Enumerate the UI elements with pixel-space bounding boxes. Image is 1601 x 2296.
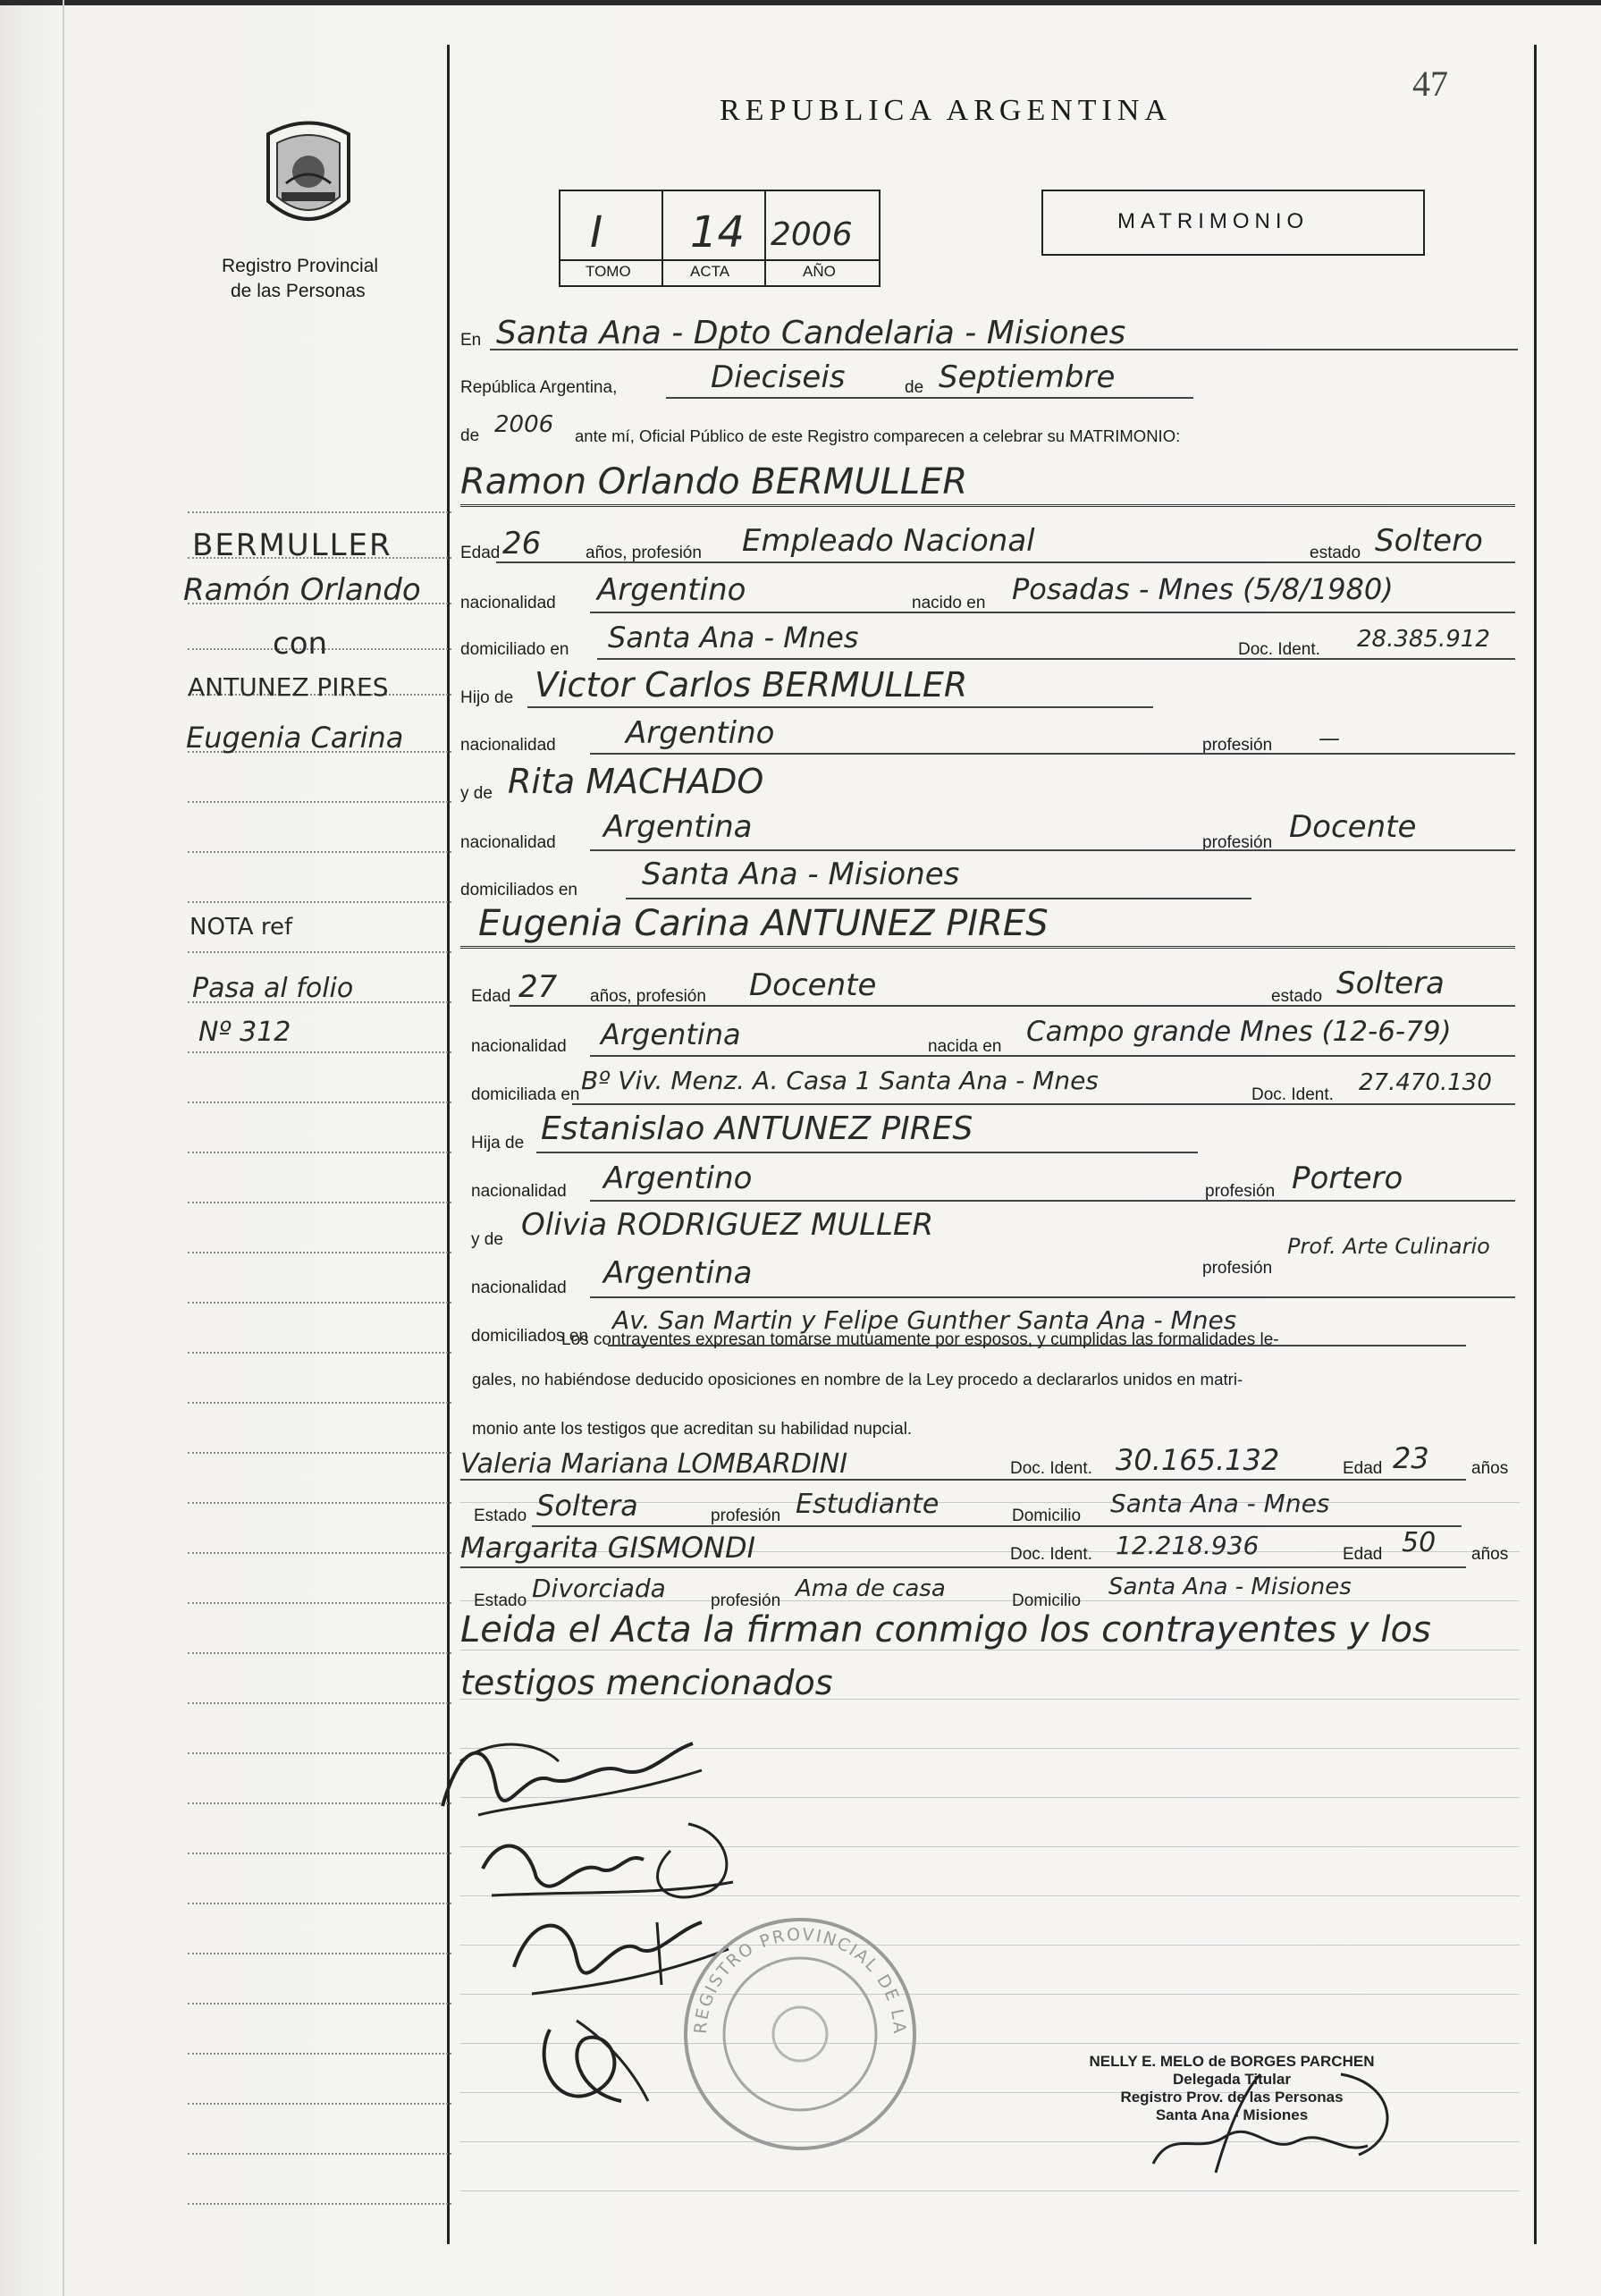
bride-nacionalidad-label: nacionalidad bbox=[471, 1037, 567, 1056]
page-number: 47 bbox=[1412, 63, 1448, 104]
provincial-seal bbox=[259, 116, 358, 237]
groom-estado-value: Soltero bbox=[1375, 523, 1483, 559]
en-underline bbox=[490, 349, 1518, 350]
groom-doc-value: 28.385.912 bbox=[1357, 626, 1490, 653]
margin-dotted-line bbox=[188, 1502, 451, 1504]
witness2-doc-value: 12.218.936 bbox=[1116, 1531, 1260, 1560]
margin-dotted-line bbox=[188, 851, 451, 853]
margin-folio-number: Nº 312 bbox=[198, 1017, 291, 1048]
witness1-underline bbox=[460, 1479, 1466, 1481]
date-underline bbox=[666, 397, 1193, 399]
groom-edad-value: 26 bbox=[502, 526, 542, 561]
groom-hijo-label: Hijo de bbox=[460, 688, 514, 707]
ano-label: AÑO bbox=[803, 263, 836, 280]
republica-label: República Argentina, bbox=[460, 378, 618, 397]
bride-mother-prof-value: Prof. Arte Culinario bbox=[1287, 1234, 1490, 1259]
witness2-estado-value: Divorciada bbox=[532, 1574, 666, 1603]
margin-dotted-line bbox=[188, 1252, 451, 1254]
margin-dotted-line bbox=[188, 901, 451, 903]
groom-father-nac-underline bbox=[590, 753, 1515, 755]
right-margin-rule bbox=[1534, 45, 1537, 2244]
witness1-anos-label: años bbox=[1471, 1459, 1509, 1478]
bride-parents-dom-label: domiciliados en bbox=[471, 1327, 588, 1346]
declaration-line-2: gales, no habiéndose deducido oposiciones en nombre de la Ley procedo a declararlos unidos en matri- bbox=[472, 1370, 1243, 1389]
margin-dotted-line bbox=[188, 1152, 451, 1153]
margin-dotted-line bbox=[188, 1702, 451, 1704]
groom-father-underline bbox=[527, 706, 1153, 708]
registry-name-line2: de las Personas bbox=[231, 281, 366, 301]
bride-father-underline bbox=[536, 1152, 1198, 1153]
official-stamp-location: Santa Ana - Misiones bbox=[1155, 2106, 1309, 2123]
ruled-line bbox=[460, 2190, 1520, 2191]
groom-profesion-value: Empleado Nacional bbox=[742, 523, 1035, 559]
left-margin-rule bbox=[447, 45, 450, 2244]
margin-dotted-line bbox=[188, 1903, 451, 1904]
groom-yde-label: y de bbox=[460, 784, 493, 803]
groom-father-nac-value: Argentino bbox=[626, 715, 775, 751]
en-place-value: Santa Ana - Dpto Candelaria - Misiones bbox=[496, 315, 1126, 351]
groom-parents-dom-value: Santa Ana - Misiones bbox=[642, 857, 960, 892]
witness2-dom-value: Santa Ana - Misiones bbox=[1108, 1574, 1352, 1600]
margin-dotted-line bbox=[188, 2053, 451, 2055]
margin-given-1: Ramón Orlando bbox=[183, 572, 421, 608]
bride-mother-name: Olivia RODRIGUEZ MULLER bbox=[521, 1207, 934, 1243]
witness2-prof-value: Ama de casa bbox=[796, 1575, 946, 1602]
groom-father-name: Victor Carlos BERMULLER bbox=[535, 665, 968, 705]
groom-nacido-value: Posadas - Mnes (5/8/1980) bbox=[1012, 572, 1394, 606]
groom-nacido-label: nacido en bbox=[912, 594, 986, 612]
margin-given-2: Eugenia Carina bbox=[186, 721, 404, 755]
official-stamp-registry: Registro Prov. de las Personas bbox=[1120, 2089, 1344, 2106]
groom-doc-label: Doc. Ident. bbox=[1238, 640, 1320, 659]
declaration-line-3: monio ante los testigos que acreditan su habilidad nupcial. bbox=[472, 1420, 913, 1439]
witness1-name: Valeria Mariana LOMBARDINI bbox=[460, 1448, 848, 1480]
margin-dotted-line bbox=[188, 1102, 451, 1103]
binding-edge bbox=[63, 0, 64, 2296]
groom-edad-underline bbox=[496, 561, 1515, 563]
bride-nacionalidad-underline bbox=[590, 1055, 1515, 1057]
groom-parents-dom-label: domiciliados en bbox=[460, 881, 577, 899]
groom-mother-nac-underline bbox=[590, 849, 1515, 851]
witness2-signature bbox=[523, 1994, 702, 2119]
month-value: Septiembre bbox=[939, 359, 1116, 395]
margin-dotted-line bbox=[188, 951, 451, 953]
bride-father-nac-label: nacionalidad bbox=[471, 1182, 567, 1201]
groom-mother-nac-label: nacionalidad bbox=[460, 833, 556, 852]
bride-anos-profesion-label: años, profesión bbox=[590, 987, 706, 1006]
witness2-underline bbox=[460, 1566, 1466, 1568]
margin-nota-ref: NOTA ref bbox=[190, 914, 293, 941]
margin-dotted-line bbox=[188, 1051, 451, 1053]
bride-nacida-value: Campo grande Mnes (12-6-79) bbox=[1026, 1016, 1452, 1048]
bride-estado-value: Soltera bbox=[1336, 966, 1445, 1001]
margin-surname-1: BERMULLER bbox=[192, 528, 392, 563]
groom-mother-nac-value: Argentina bbox=[603, 809, 753, 845]
bride-father-nac-underline bbox=[590, 1200, 1515, 1202]
official-stamp-role: Delegada Titular bbox=[1173, 2071, 1291, 2088]
official-stamp-name: NELLY E. MELO de BORGES PARCHEN bbox=[1089, 2053, 1375, 2070]
witness2-edad-value: 50 bbox=[1402, 1527, 1437, 1558]
groom-nacionalidad-underline bbox=[590, 612, 1515, 613]
record-box-divider-2 bbox=[764, 190, 766, 285]
bride-domiciliada-label: domiciliada en bbox=[471, 1085, 580, 1104]
groom-father-prof-value: — bbox=[1319, 726, 1340, 751]
margin-dotted-line bbox=[188, 2153, 451, 2155]
bride-father-prof-label: profesión bbox=[1205, 1182, 1276, 1201]
groom-nacionalidad-value: Argentino bbox=[597, 572, 746, 608]
witness2-dom-label: Domicilio bbox=[1012, 1591, 1082, 1610]
groom-domiciliado-value: Santa Ana - Mnes bbox=[608, 620, 859, 654]
witness1-edad-label: Edad bbox=[1343, 1459, 1383, 1478]
registry-round-stamp bbox=[679, 1913, 921, 2155]
witness2-name: Margarita GISMONDI bbox=[460, 1531, 756, 1565]
groom-anos-profesion-label: años, profesión bbox=[586, 544, 702, 562]
bride-edad-value: 27 bbox=[518, 969, 558, 1005]
witness1-estado-underline bbox=[532, 1525, 1462, 1527]
margin-dotted-line bbox=[188, 801, 451, 803]
groom-father-prof-label: profesión bbox=[1202, 736, 1273, 755]
bride-domicilio-underline bbox=[572, 1103, 1515, 1105]
year-value: 2006 bbox=[494, 411, 554, 438]
margin-dotted-line bbox=[188, 511, 451, 513]
witness1-doc-value: 30.165.132 bbox=[1116, 1443, 1280, 1477]
witness2-doc-label: Doc. Ident. bbox=[1010, 1545, 1092, 1564]
bride-edad-label: Edad bbox=[471, 987, 511, 1006]
bride-mother-nac-label: nacionalidad bbox=[471, 1279, 567, 1297]
de-label: de bbox=[905, 378, 924, 397]
record-box-label-rule bbox=[559, 259, 879, 261]
groom-name: Ramon Orlando BERMULLER bbox=[460, 461, 968, 502]
margin-dotted-line bbox=[188, 1452, 451, 1454]
witness1-estado-value: Soltera bbox=[536, 1489, 638, 1523]
witness1-estado-label: Estado bbox=[474, 1507, 527, 1525]
margin-dotted-line bbox=[188, 1853, 451, 1854]
bride-name: Eugenia Carina ANTUNEZ PIRES bbox=[478, 903, 1049, 944]
acta-value: 14 bbox=[690, 207, 746, 257]
bride-profesion-value: Docente bbox=[749, 967, 877, 1003]
closing-line-1: Leida el Acta la firman conmigo los contrayentes y los bbox=[460, 1609, 1431, 1650]
bride-estado-label: estado bbox=[1271, 987, 1323, 1006]
bride-parents-dom-value: Av. San Martin y Felipe Gunther Santa Ana - Mnes bbox=[612, 1305, 1237, 1335]
tomo-value: I bbox=[590, 207, 603, 257]
acta-label: ACTA bbox=[690, 263, 730, 280]
witness2-edad-label: Edad bbox=[1343, 1545, 1383, 1564]
de2-label: de bbox=[460, 426, 480, 445]
margin-dotted-line bbox=[188, 1202, 451, 1203]
witness1-edad-value: 23 bbox=[1393, 1441, 1429, 1475]
bride-hija-label: Hija de bbox=[471, 1134, 525, 1152]
witness1-prof-label: profesión bbox=[711, 1507, 781, 1525]
bride-name-underline bbox=[460, 946, 1515, 949]
margin-dotted-line bbox=[188, 1402, 451, 1404]
groom-name-underline bbox=[460, 504, 1515, 507]
groom-edad-label: Edad bbox=[460, 544, 501, 562]
groom-mother-prof-value: Docente bbox=[1289, 809, 1417, 845]
margin-dotted-line bbox=[188, 1802, 451, 1804]
bride-mother-nac-value: Argentina bbox=[603, 1255, 753, 1291]
declaration-line-1: Los contrayentes expresan tomarse mutuamente por esposos, y cumplidas las formalidades le- bbox=[561, 1330, 1279, 1349]
bride-doc-label: Doc. Ident. bbox=[1251, 1085, 1334, 1104]
margin-dotted-line bbox=[188, 1302, 451, 1304]
bride-yde-label: y de bbox=[471, 1230, 503, 1249]
margin-dotted-line bbox=[188, 1352, 451, 1354]
bride-father-name: Estanislao ANTUNEZ PIRES bbox=[541, 1110, 973, 1147]
record-box-divider-1 bbox=[661, 190, 663, 285]
act-type-label: MATRIMONIO bbox=[1117, 209, 1310, 233]
bride-mother-nac-underline bbox=[590, 1296, 1515, 1298]
witness2-estado-label: Estado bbox=[474, 1591, 527, 1610]
margin-dotted-line bbox=[188, 2103, 451, 2105]
margin-dotted-line bbox=[188, 1953, 451, 1954]
scan-top-edge bbox=[0, 0, 1601, 5]
witness1-dom-value: Santa Ana - Mnes bbox=[1110, 1489, 1330, 1518]
day-value: Dieciseis bbox=[711, 359, 846, 395]
groom-domicilio-underline bbox=[597, 658, 1515, 660]
witness1-doc-label: Doc. Ident. bbox=[1010, 1459, 1092, 1478]
margin-dotted-line bbox=[188, 1552, 451, 1554]
bride-father-prof-value: Portero bbox=[1292, 1161, 1403, 1196]
witness1-prof-value: Estudiante bbox=[796, 1489, 940, 1520]
witness1-dom-label: Domicilio bbox=[1012, 1507, 1082, 1525]
tomo-label: TOMO bbox=[586, 263, 631, 280]
bride-nacida-label: nacida en bbox=[928, 1037, 1002, 1056]
groom-estado-label: estado bbox=[1310, 544, 1361, 562]
intro-text: ante mí, Oficial Público de este Registro comparecen a celebrar su MATRIMONIO: bbox=[575, 426, 1181, 445]
witness2-prof-label: profesión bbox=[711, 1591, 781, 1610]
country-title: REPUBLICA ARGENTINA bbox=[720, 94, 1172, 127]
groom-father-nac-label: nacionalidad bbox=[460, 736, 556, 755]
bride-nacionalidad-value: Argentina bbox=[601, 1017, 741, 1051]
margin-dotted-line bbox=[188, 1602, 451, 1604]
en-label: En bbox=[460, 331, 482, 350]
bride-father-nac-value: Argentino bbox=[603, 1161, 753, 1196]
margin-con: con bbox=[273, 626, 328, 662]
groom-domiciliado-label: domiciliado en bbox=[460, 640, 569, 659]
groom-parents-dom-underline bbox=[626, 898, 1251, 899]
margin-dotted-line bbox=[188, 1652, 451, 1654]
margin-dotted-line bbox=[188, 2003, 451, 2005]
registry-name-line1: Registro Provincial bbox=[222, 256, 379, 276]
margin-pasa-folio: Pasa al folio bbox=[192, 973, 354, 1004]
bride-doc-value: 27.470.130 bbox=[1359, 1069, 1492, 1096]
bride-mother-prof-label: profesión bbox=[1202, 1259, 1273, 1278]
witness2-anos-label: años bbox=[1471, 1545, 1509, 1564]
round-stamp-text: REGISTRO PROVINCIAL DE LA bbox=[690, 1924, 910, 2036]
bride-domiciliada-value: Bº Viv. Menz. A. Casa 1 Santa Ana - Mnes bbox=[581, 1066, 1099, 1095]
ano-value: 2006 bbox=[771, 216, 853, 253]
groom-nacionalidad-label: nacionalidad bbox=[460, 594, 556, 612]
margin-dotted-line bbox=[188, 2203, 451, 2205]
groom-mother-name: Rita MACHADO bbox=[508, 762, 764, 801]
bride-edad-underline bbox=[510, 1005, 1515, 1007]
margin-dotted-line bbox=[188, 1752, 451, 1754]
groom-mother-prof-label: profesión bbox=[1202, 833, 1273, 852]
official-signature bbox=[1117, 2056, 1412, 2182]
margin-surname-2: ANTUNEZ PIRES bbox=[188, 672, 389, 702]
closing-line-2: testigos mencionados bbox=[460, 1663, 833, 1702]
